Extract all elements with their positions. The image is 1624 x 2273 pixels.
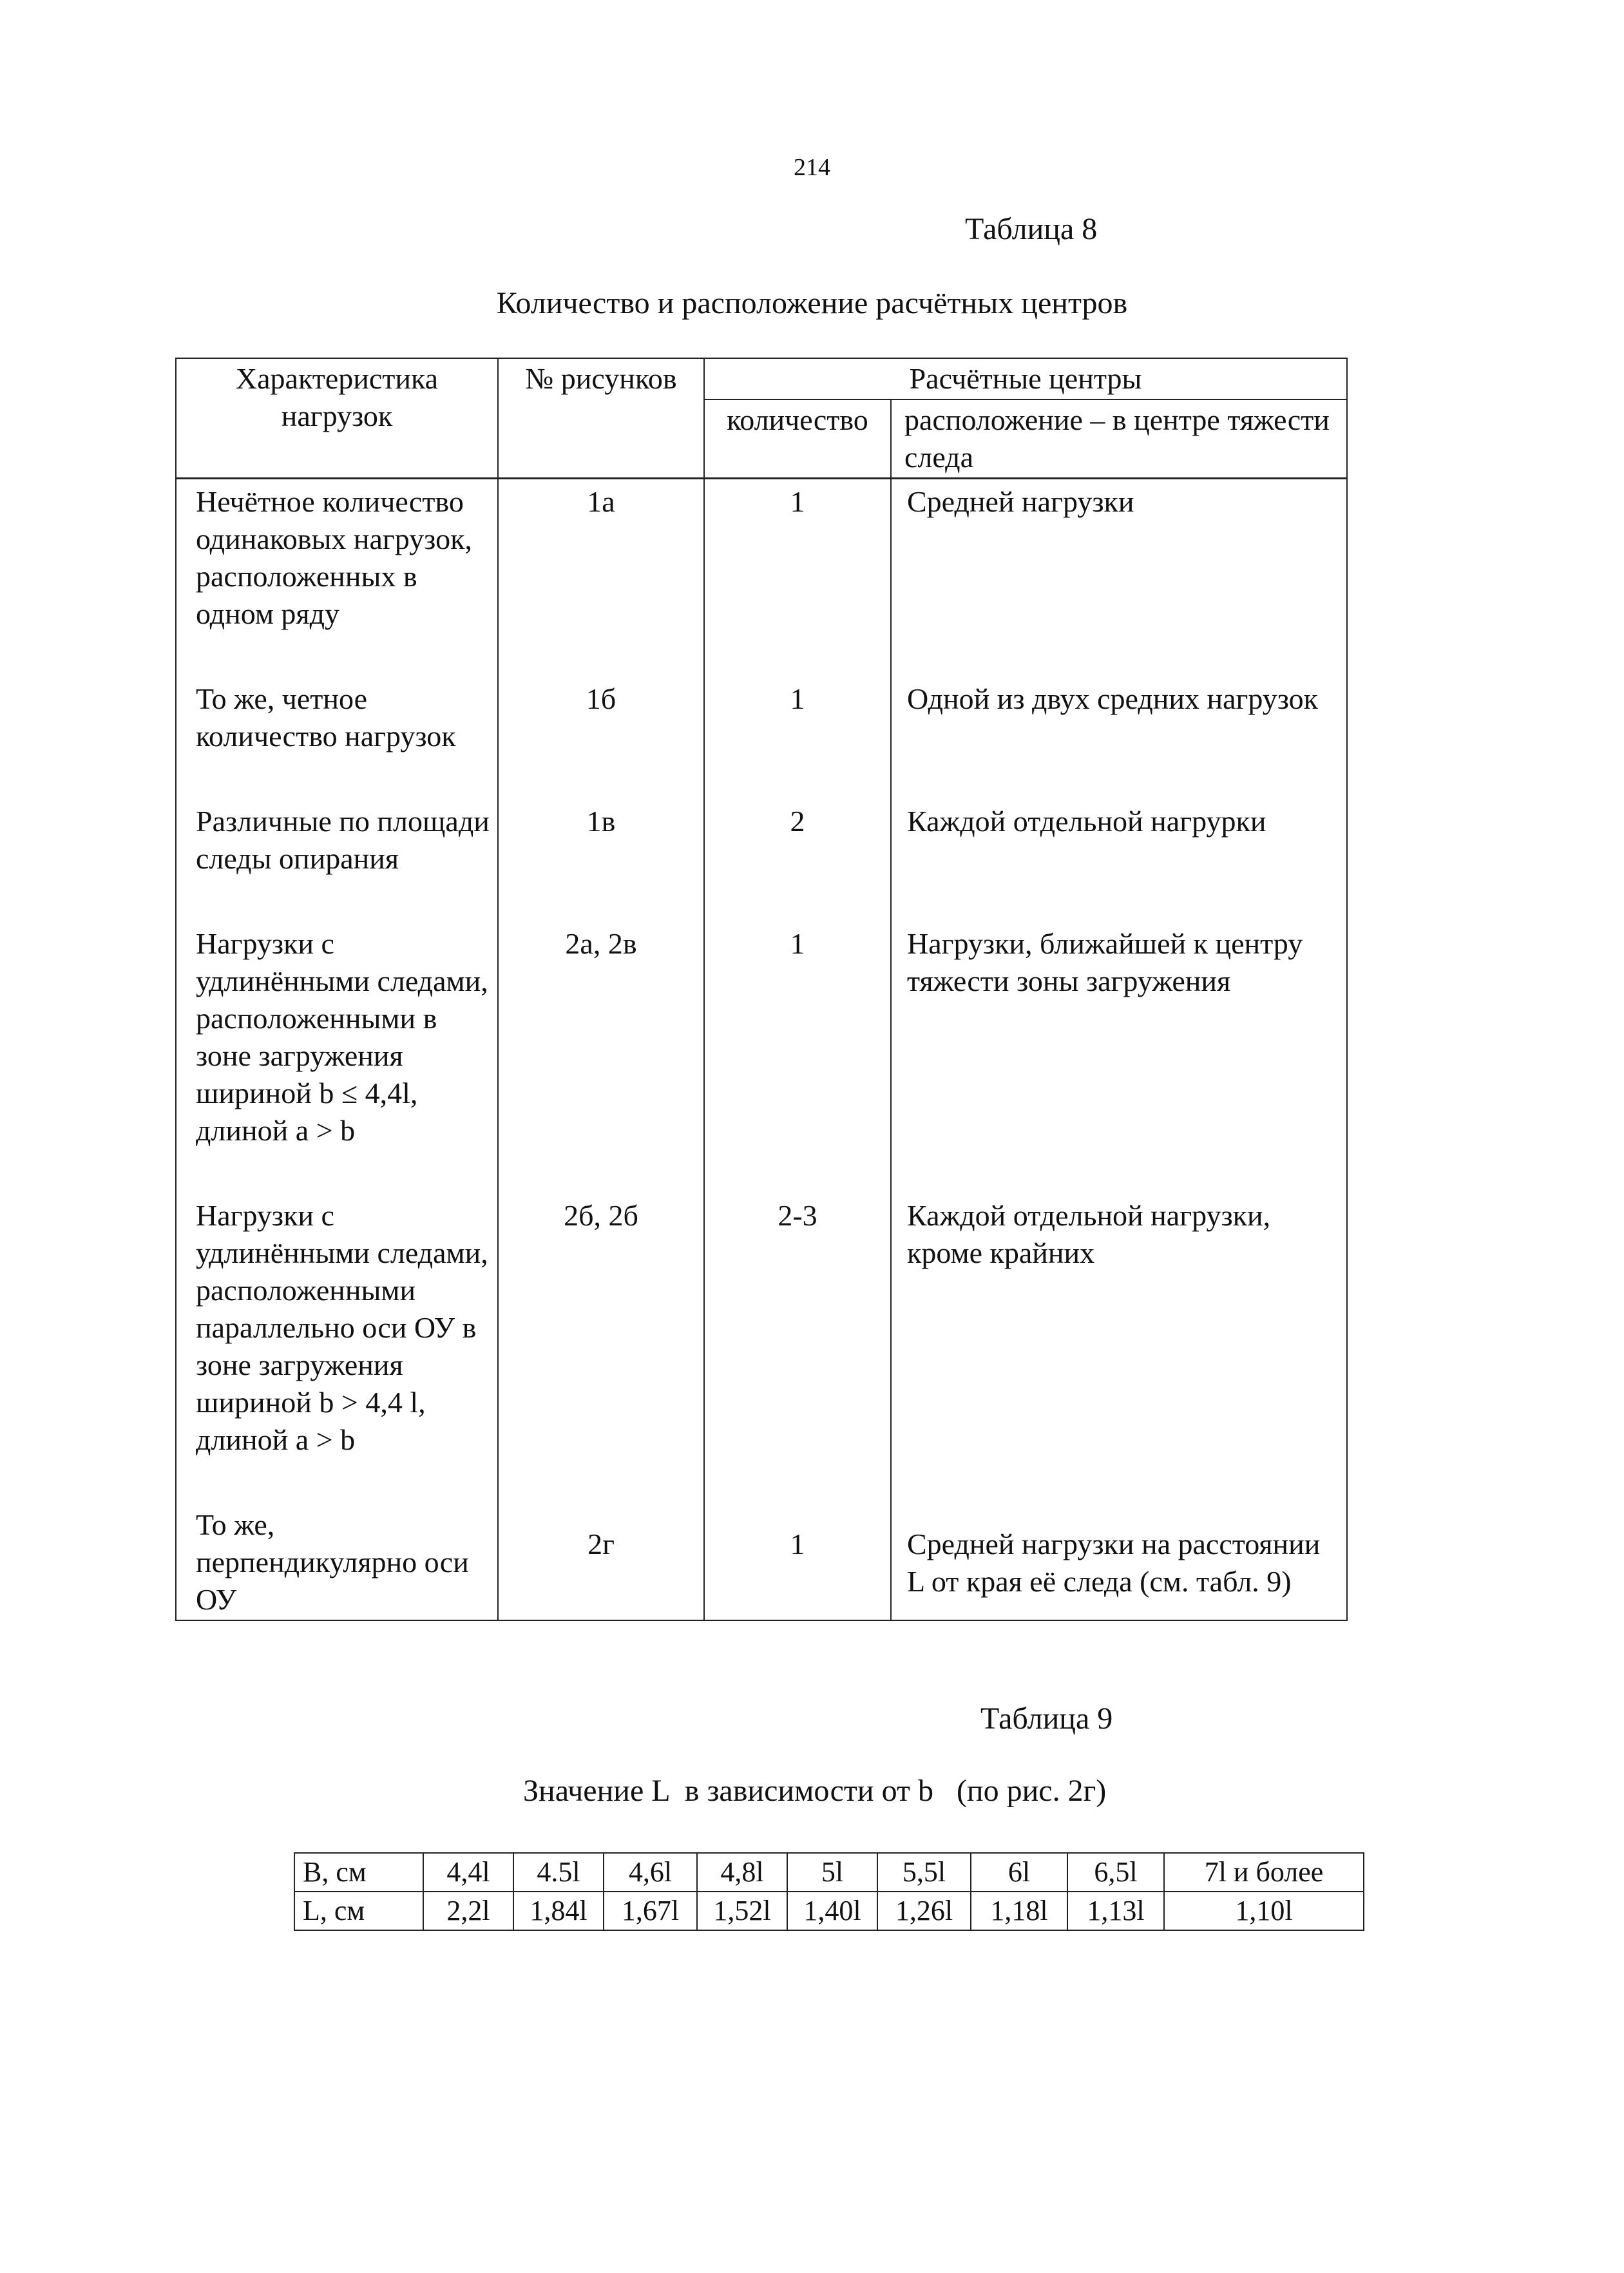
cell-location: Средней нагрузки на расстоянии L от края её следа (см. табл. 9) <box>891 1502 1347 1620</box>
cell-quantity: 2-3 <box>704 1193 891 1502</box>
row-header: L, см <box>294 1892 423 1930</box>
cell-figure: 2а, 2в <box>498 921 704 1193</box>
table-row <box>176 479 1347 677</box>
table-cell: 1,26l <box>877 1892 971 1930</box>
cell-quantity: 1 <box>704 676 891 799</box>
cell-characteristic: То же, четное количество нагрузок <box>176 676 498 799</box>
table8 <box>175 358 1348 1621</box>
table-cell: 6,5l <box>1067 1853 1164 1892</box>
table-cell: 4,4l <box>423 1853 513 1892</box>
table-row <box>294 1892 1364 1930</box>
table-row <box>176 921 1347 1193</box>
table-cell: 1,18l <box>971 1892 1067 1930</box>
cell-figure: 1б <box>498 676 704 799</box>
header-centers: Расчётные центры <box>704 358 1347 399</box>
cell-characteristic: Нагрузки с удлинёнными следами, расположенными параллельно оси ОУ в зоне загружения шириной b > 4,4 l, длиной a > b <box>176 1193 498 1502</box>
cell-location: Каждой отдельной нагрурки <box>891 799 1347 921</box>
table-row <box>176 799 1347 921</box>
header-figures: № рисунков <box>498 358 704 479</box>
cell-characteristic: Нечётное количество одинаковых нагрузок, расположенных в одном ряду <box>176 479 498 677</box>
cell-quantity: 2 <box>704 799 891 921</box>
table9-label: Таблица 9 <box>980 1702 1113 1736</box>
table-cell: 4,6l <box>604 1853 697 1892</box>
cell-location: Нагрузки, ближайшей к центру тяжести зоны загружения <box>891 921 1347 1193</box>
cell-characteristic: Нагрузки с удлинёнными следами, расположенными в зоне загружения шириной b ≤ 4,4l, длиной a > b <box>176 921 498 1193</box>
header-characteristic: Характеристика нагрузок <box>176 358 498 479</box>
table-cell: 5,5l <box>877 1853 971 1892</box>
table-cell: 2,2l <box>423 1892 513 1930</box>
cell-characteristic: Различные по площади следы опирания <box>176 799 498 921</box>
table-cell: 5l <box>787 1853 877 1892</box>
cell-characteristic: То же, перпендикулярно оси ОУ <box>176 1502 498 1620</box>
cell-quantity: 1 <box>704 479 891 677</box>
cell-quantity: 1 <box>704 1502 891 1620</box>
table-row <box>176 676 1347 799</box>
table-cell: 1,52l <box>697 1892 787 1930</box>
table-cell: 1,40l <box>787 1892 877 1930</box>
table-cell: 1,10l <box>1164 1892 1364 1930</box>
row-header: В, см <box>294 1853 423 1892</box>
table-row <box>294 1853 1364 1892</box>
cell-quantity: 1 <box>704 921 891 1193</box>
table-cell: 4,8l <box>697 1853 787 1892</box>
page-number: 214 <box>794 154 830 181</box>
table8-caption: Количество и расположение расчётных центров <box>496 286 1128 320</box>
table-cell: 7l и более <box>1164 1853 1364 1892</box>
cell-figure: 1а <box>498 479 704 677</box>
cell-location: Средней нагрузки <box>891 479 1347 677</box>
table-cell: 6l <box>971 1853 1067 1892</box>
table8-label: Таблица 8 <box>965 212 1098 246</box>
table-row <box>176 1193 1347 1502</box>
table-cell: 1,67l <box>604 1892 697 1930</box>
cell-figure: 2г <box>498 1502 704 1620</box>
cell-location: Каждой отдельной нагрузки, кроме крайних <box>891 1193 1347 1502</box>
cell-figure: 2б, 2б <box>498 1193 704 1502</box>
cell-location: Одной из двух средних нагрузок <box>891 676 1347 799</box>
table9 <box>294 1852 1364 1931</box>
header-location: расположение – в центре тяжести следа <box>891 399 1347 479</box>
table-cell: 1,13l <box>1067 1892 1164 1930</box>
table-row <box>176 1502 1347 1620</box>
table9-caption: Значение L в зависимости от b (по рис. 2г) <box>523 1774 1107 1808</box>
table-cell: 1,84l <box>513 1892 604 1930</box>
table-cell: 4.5l <box>513 1853 604 1892</box>
header-quantity: количество <box>704 399 891 479</box>
cell-figure: 1в <box>498 799 704 921</box>
